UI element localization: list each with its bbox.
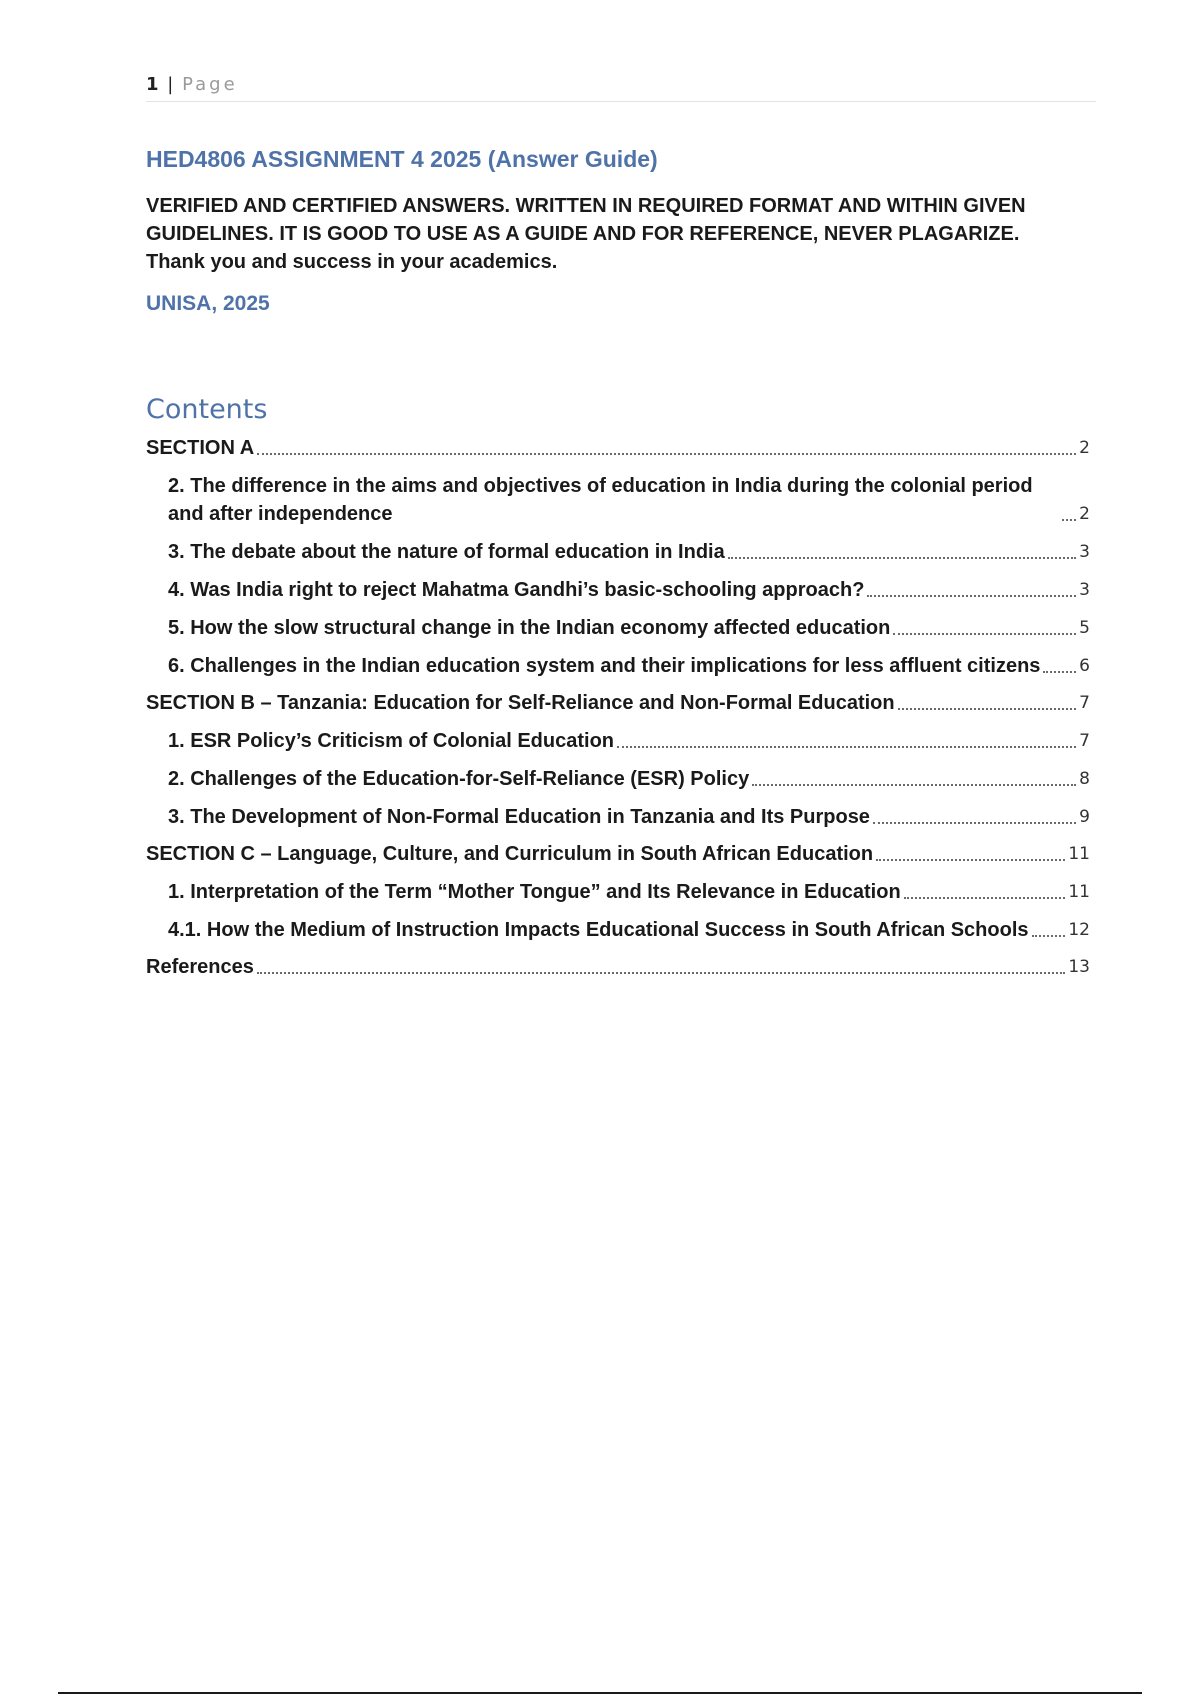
toc-entry-page[interactable]: 5: [1079, 618, 1090, 638]
page-separator: |: [167, 74, 174, 95]
toc-entry-title[interactable]: SECTION C – Language, Culture, and Curriculum in South African Education: [146, 843, 874, 865]
toc-entry-page[interactable]: 11: [1068, 844, 1090, 864]
page-header: [146, 74, 1096, 102]
toc-dot-leader: [257, 453, 1076, 455]
toc-entry-page[interactable]: 7: [1079, 731, 1090, 751]
toc-entry-page[interactable]: 11: [1068, 882, 1090, 902]
toc-entry-page[interactable]: 3: [1079, 542, 1090, 562]
toc-entry-title[interactable]: 4. Was India right to reject Mahatma Gandhi’s basic-schooling approach?: [168, 579, 865, 601]
toc-entry-title[interactable]: 2. Challenges of the Education-for-Self-Reliance (ESR) Policy: [168, 768, 750, 790]
toc-entry[interactable]: [146, 472, 1090, 528]
toc-entry[interactable]: [146, 434, 1090, 462]
toc-entry-title[interactable]: 3. The Development of Non-Formal Education in Tanzania and Its Purpose: [168, 806, 870, 828]
toc-entry[interactable]: [146, 803, 1090, 831]
toc-dot-leader: [617, 746, 1076, 748]
footer-rule: [58, 1692, 1142, 1694]
toc-entry[interactable]: [146, 652, 1090, 680]
toc-entry-title[interactable]: References: [146, 956, 254, 978]
disclaimer-text: VERIFIED AND CERTIFIED ANSWERS. WRITTEN IN REQUIRED FORMAT AND WITHIN GIVEN GUIDELINES. IT IS GOOD TO USE AS A GUIDE AND FOR REFERENCE, NEVER PLAGARIZE. Thank you and success in your academics.: [146, 195, 1026, 273]
toc-entry[interactable]: [146, 614, 1090, 642]
toc-entry-page[interactable]: 2: [1079, 504, 1090, 524]
toc-dot-leader: [1043, 671, 1076, 673]
toc-entry-page[interactable]: 13: [1068, 957, 1090, 977]
toc-entry[interactable]: [146, 916, 1090, 944]
toc-entry[interactable]: [146, 576, 1090, 604]
contents-heading: Contents: [146, 394, 268, 425]
toc-entry-page[interactable]: 7: [1079, 693, 1090, 713]
toc-entry[interactable]: [146, 953, 1090, 981]
document-title: HED4806 ASSIGNMENT 4 2025 (Answer Guide): [146, 146, 658, 172]
page-number: 1: [146, 74, 159, 95]
toc-entry[interactable]: [146, 689, 1090, 717]
toc-entry-page[interactable]: 12: [1068, 920, 1090, 940]
toc-entry-title[interactable]: 4.1. How the Medium of Instruction Impacts Educational Success in South African Schools: [168, 919, 1029, 941]
toc-entry-page[interactable]: 6: [1079, 656, 1090, 676]
toc-entry[interactable]: [146, 765, 1090, 793]
toc-entry-title[interactable]: SECTION B – Tanzania: Education for Self-Reliance and Non-Formal Education: [146, 692, 895, 714]
toc-dot-leader: [876, 859, 1065, 861]
toc-entry-page[interactable]: 3: [1079, 580, 1090, 600]
toc-entry-title[interactable]: 3. The debate about the nature of formal education in India: [168, 541, 725, 563]
toc-dot-leader: [867, 595, 1076, 597]
toc-dot-leader: [728, 557, 1076, 559]
toc-entry-title[interactable]: 1. ESR Policy’s Criticism of Colonial Education: [168, 730, 615, 752]
table-of-contents: [146, 434, 1090, 981]
toc-dot-leader: [898, 708, 1077, 710]
toc-dot-leader: [1062, 519, 1076, 521]
toc-dot-leader: [893, 633, 1076, 635]
toc-entry-title[interactable]: SECTION A: [146, 437, 255, 459]
toc-entry[interactable]: [146, 840, 1090, 868]
toc-entry-page[interactable]: 2: [1079, 438, 1090, 458]
toc-dot-leader: [873, 822, 1076, 824]
institution-year: UNISA, 2025: [146, 292, 270, 315]
toc-dot-leader: [257, 972, 1066, 974]
toc-entry[interactable]: [146, 727, 1090, 755]
toc-entry-title[interactable]: 1. Interpretation of the Term “Mother Tongue” and Its Relevance in Education: [168, 881, 901, 903]
toc-entry-title[interactable]: 5. How the slow structural change in the Indian economy affected education: [168, 617, 891, 639]
page-word: Page: [182, 74, 238, 95]
toc-dot-leader: [904, 897, 1066, 899]
toc-entry-page[interactable]: 8: [1079, 769, 1090, 789]
toc-entry-title[interactable]: 6. Challenges in the Indian education system and their implications for less affluent citizens: [168, 655, 1041, 677]
toc-entry[interactable]: [146, 878, 1090, 906]
toc-entry[interactable]: [146, 538, 1090, 566]
toc-dot-leader: [1032, 935, 1066, 937]
toc-entry-title[interactable]: 2. The difference in the aims and objectives of education in India during the colonial period and after independence: [168, 475, 1033, 525]
toc-entry-page[interactable]: 9: [1079, 807, 1090, 827]
toc-dot-leader: [752, 784, 1076, 786]
